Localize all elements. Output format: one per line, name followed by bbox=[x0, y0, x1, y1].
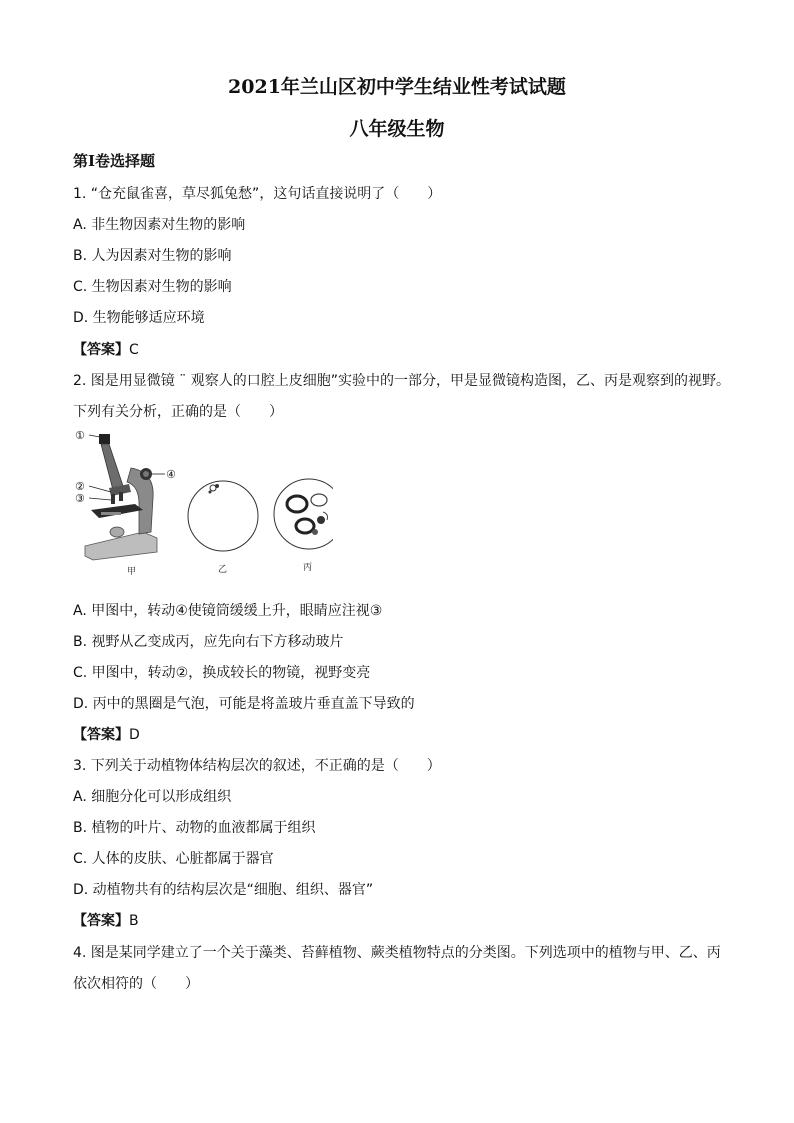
question-3-stem: 3. 下列关于动植物体结构层次的叙述，不正确的是（ ） bbox=[73, 758, 441, 774]
question-2-answer bbox=[73, 724, 140, 744]
question-4-stem-line-1: 4. 图是某同学建立了一个关于藻类、苔藓植物、蕨类植物特点的分类图。下列选项中的植物与甲、乙、丙 bbox=[73, 945, 721, 961]
question-4-stem-line-2: 依次相符的（ ） bbox=[73, 976, 199, 992]
question-2-option-a: A. 甲图中，转动④使镜筒缓缓上升，眼睛应注视③ bbox=[73, 603, 383, 619]
question-2-stem-line-1: 2. 图是用显微镜 ¨ 观察人的口腔上皮细胞”实验中的一部分，甲是显微镜构造图，乙、丙是观察到的视野。 bbox=[73, 373, 730, 389]
answer-value: D bbox=[129, 727, 140, 743]
question-1-option-d: D. 生物能够适应环境 bbox=[73, 310, 205, 326]
label-4: ④ bbox=[166, 468, 176, 481]
question-3-option-a: A. 细胞分化可以形成组织 bbox=[73, 789, 232, 805]
section-heading: 第Ⅰ卷选择题 bbox=[73, 152, 156, 170]
label-2: ② bbox=[75, 480, 85, 493]
field-of-view-bing bbox=[274, 479, 333, 573]
question-3-option-d: D. 动植物共有的结构层次是“细胞、组织、器官” bbox=[73, 882, 374, 898]
answer-label: 【答案】 bbox=[73, 727, 129, 743]
question-2-option-c: C. 甲图中，转动②，换成较长的物镜，视野变亮 bbox=[73, 665, 371, 681]
question-1-option-c: C. 生物因素对生物的影响 bbox=[73, 279, 232, 295]
question-1-stem: 1. “仓充鼠雀喜，草尽狐兔愁”，这句话直接说明了（ ） bbox=[73, 186, 442, 202]
label-1: ① bbox=[75, 429, 85, 442]
field-of-view-yi bbox=[188, 481, 258, 575]
answer-label: 【答案】 bbox=[73, 342, 129, 358]
caption-bing: 丙 bbox=[303, 563, 313, 573]
caption-jia: 甲 bbox=[127, 567, 137, 577]
microscope-figure bbox=[73, 428, 333, 578]
answer-label: 【答案】 bbox=[73, 913, 129, 929]
question-2-option-b: B. 视野从乙变成丙，应先向右下方移动玻片 bbox=[73, 634, 344, 650]
question-2-option-d: D. 丙中的黑圈是气泡，可能是将盖玻片垂直盖下导致的 bbox=[73, 696, 415, 712]
question-3-option-c: C. 人体的皮肤、心脏都属于器官 bbox=[73, 851, 274, 867]
answer-value: C bbox=[129, 342, 139, 358]
question-3-answer bbox=[73, 910, 139, 930]
microscope-drawing bbox=[75, 429, 176, 577]
question-1-answer bbox=[73, 339, 139, 359]
question-1-option-b: B. 人为因素对生物的影响 bbox=[73, 248, 232, 264]
question-2-stem-line-2: 下列有关分析，正确的是（ ） bbox=[73, 404, 283, 420]
question-1-option-a: A. 非生物因素对生物的影响 bbox=[73, 217, 246, 233]
caption-yi: 乙 bbox=[218, 565, 228, 575]
question-3-option-b: B. 植物的叶片、动物的血液都属于组织 bbox=[73, 820, 316, 836]
exam-subtitle: 八年级生物 bbox=[349, 118, 445, 140]
exam-title: 2021年兰山区初中学生结业性考试试题 bbox=[228, 76, 566, 98]
answer-value: B bbox=[129, 913, 139, 929]
label-3: ③ bbox=[75, 492, 85, 505]
